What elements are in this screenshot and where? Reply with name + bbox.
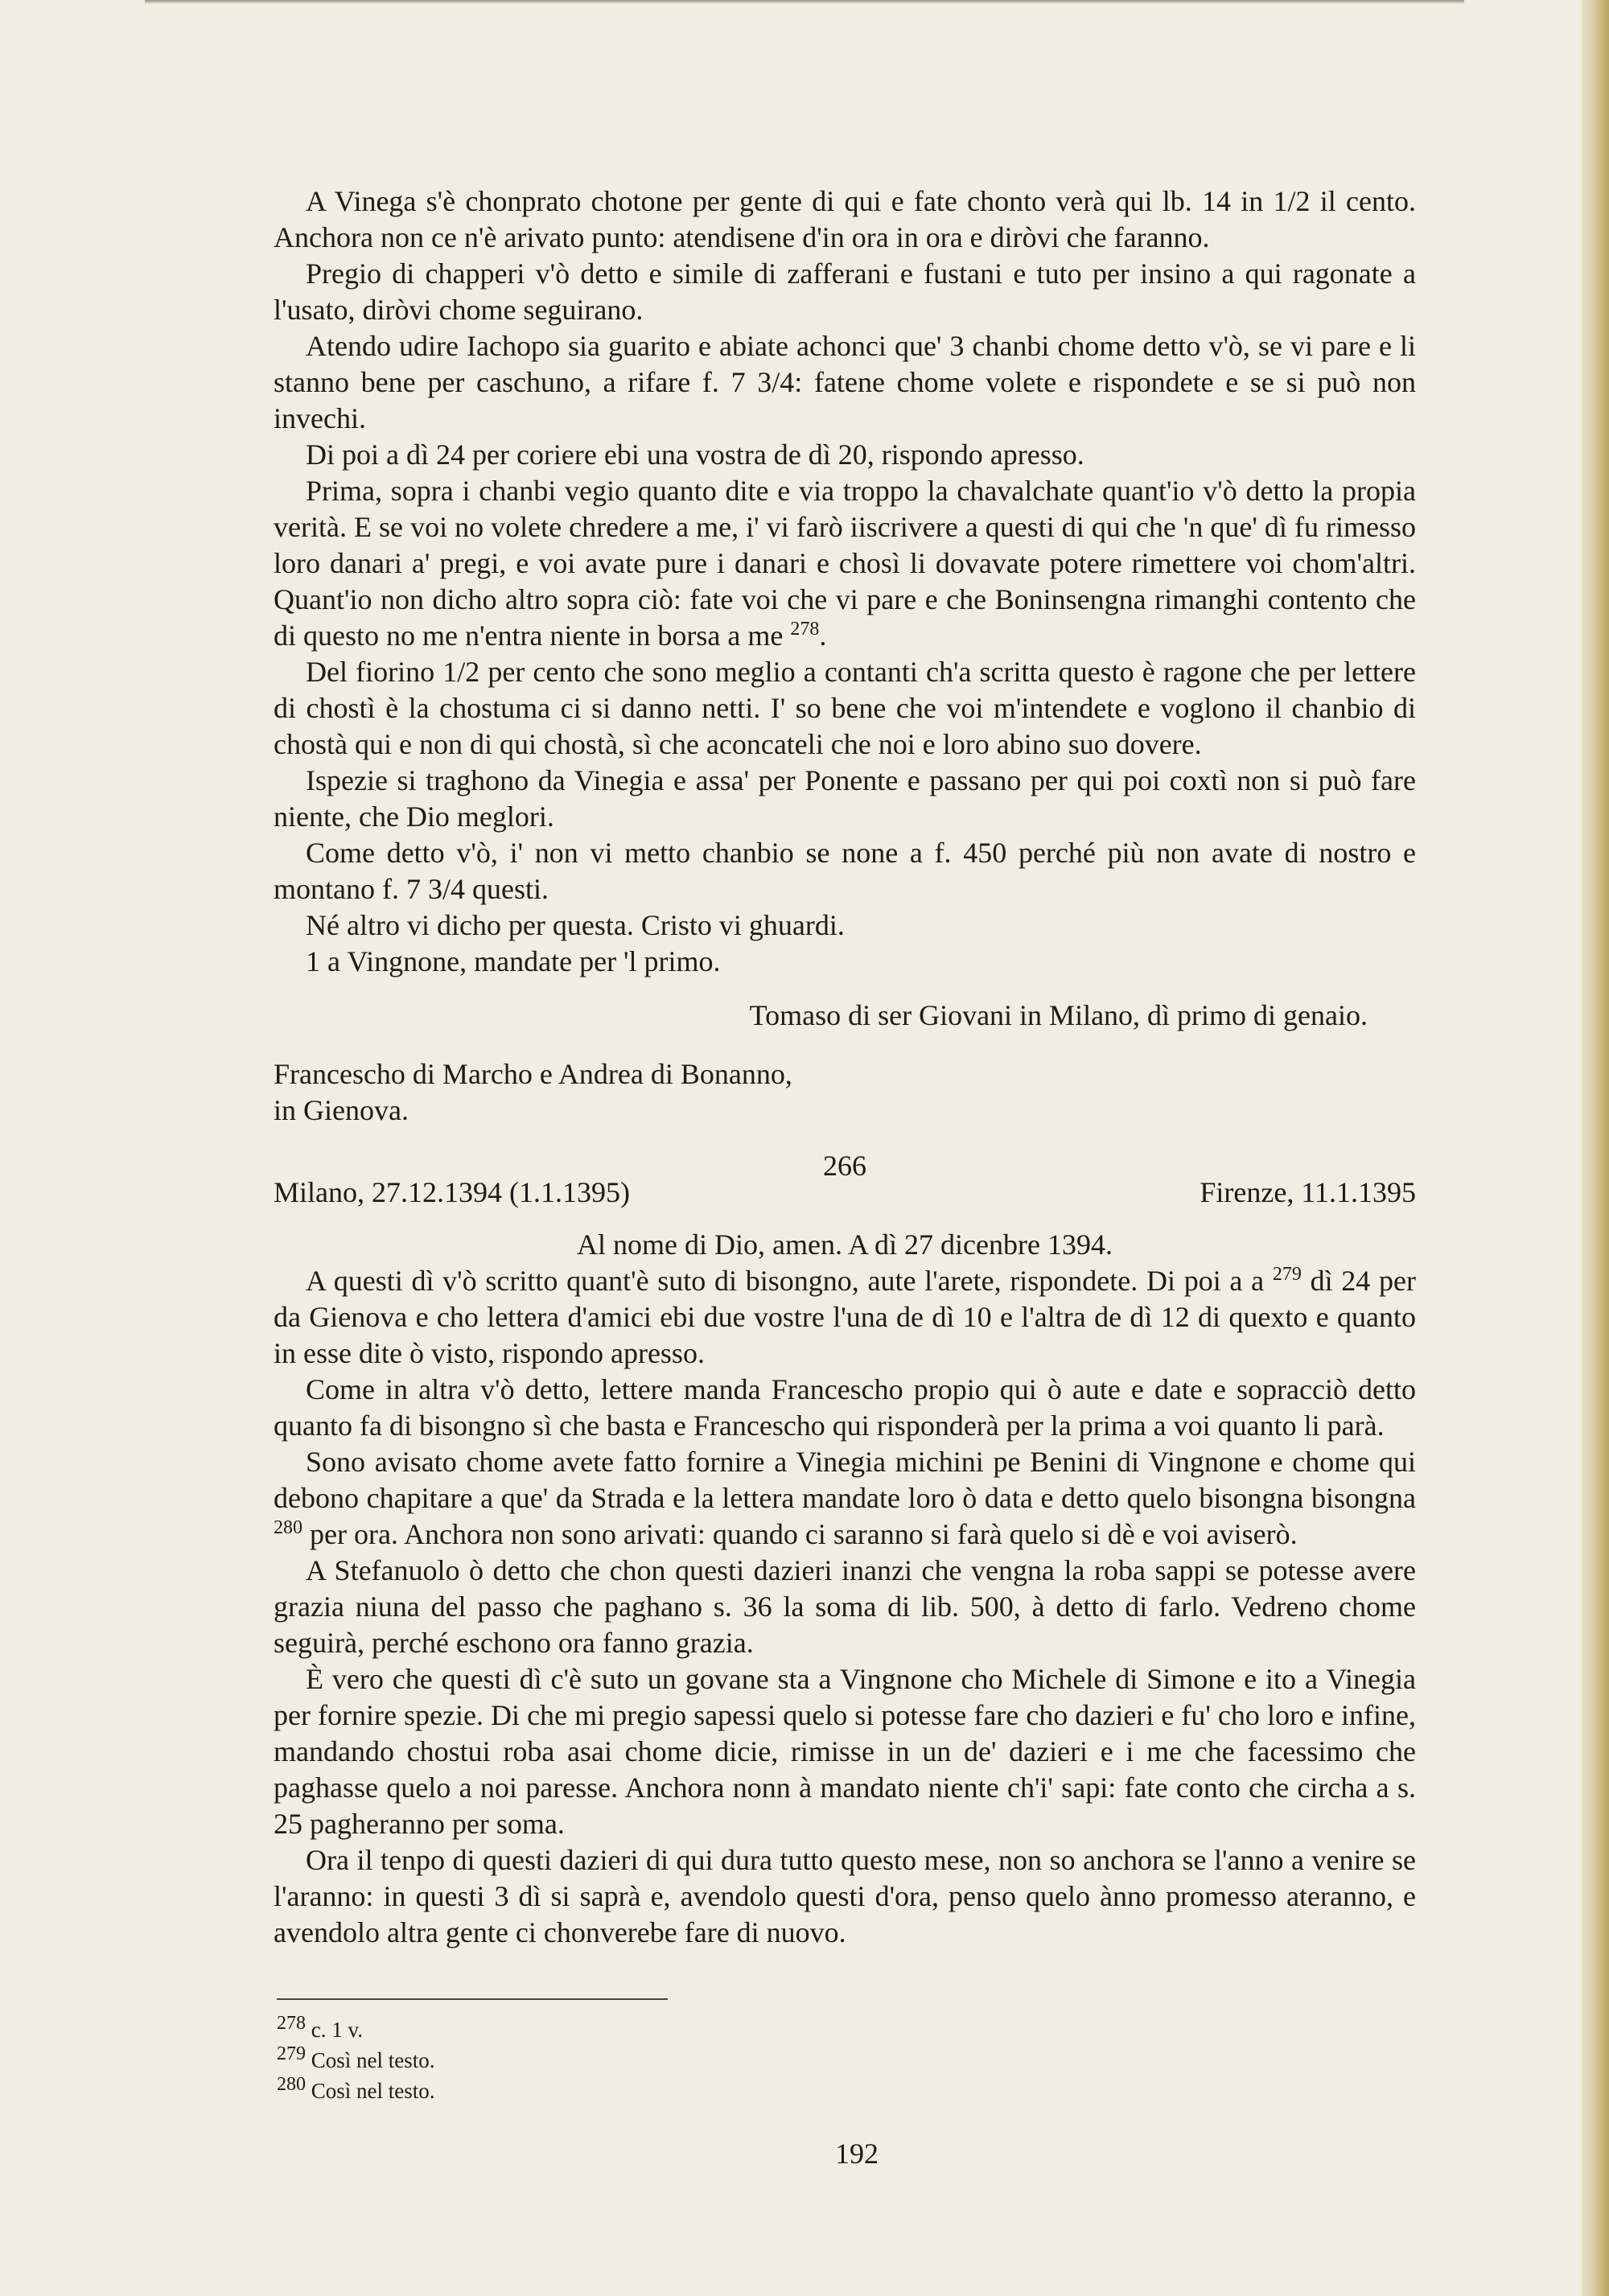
letter-origin: Milano, 27.12.1394 (1.1.1395) <box>274 1176 630 1208</box>
footnote <box>277 2076 759 2106</box>
footnote-text: c. 1 v. <box>306 2018 363 2042</box>
paragraph-text: per ora. Anchora non sono arivati: quando ci saranno si farà quelo si dè e voi aviserò. <box>302 1518 1298 1550</box>
paragraph-end: . <box>819 619 827 652</box>
paragraph: Né altro vi dicho per questa. Cristo vi ghuardi. <box>306 909 845 941</box>
footnote-number: 278 <box>277 2013 306 2034</box>
address-line: in Gienova. <box>274 1094 409 1126</box>
paragraph-text: A questi dì v'ò scritto quant'è suto di bisongno, aute l'arete, rispondete. Di poi a a <box>306 1265 1265 1297</box>
footnote-ref: 279 <box>1272 1264 1302 1285</box>
paragraph: Come detto v'ò, i' non vi metto chanbio se none a f. 450 perché più non avate di nostro e montano f. 7 3/4 questi. <box>274 837 1416 905</box>
address <box>274 1056 1416 1129</box>
paragraph: A Vinega s'è chonprato chotone per gente di qui e fate chonto verà qui lb. 14 in 1/2 il cento. Anchora non ce n'è arivato punto: atendisene d'in ora in ora e diròvi che faranno. <box>274 185 1416 253</box>
paragraph-text: dì 24 per da Gienova e cho lettera d'amici ebi due vostre l'una de dì 10 e l'altra de dì 12 di quexto e quanto in esse dite ò visto, rispondo apresso. <box>274 1265 1417 1369</box>
main-text <box>274 183 1416 1951</box>
paragraph: Come in altra v'ò detto, lettere manda Francescho propio qui ò aute e date e sopracciò detto quanto fa di bisongno sì che basta e Francescho qui risponderà per la prima a voi quanto li parà. <box>274 1373 1416 1442</box>
signature: Tomaso di ser Giovani in Milano, dì primo di genaio. <box>749 999 1368 1031</box>
paragraph: Del fiorino 1/2 per cento che sono meglio a contanti ch'a scritta questo è ragone che per lettere di chostì è la chostuma ci si danno netti. I' so bene che voi m'intendete e voglono il chanbio di chostà qui e non di qui chostà, sì che aconcateli che noi e loro abino suo dovere. <box>274 656 1416 760</box>
paragraph-text: Prima, sopra i chanbi vegio quanto dite e via troppo la chavalchate quant'io v'ò detto la propia verità. E se voi no volete chredere a me, i' vi farò iiscrivere a questi di qui che 'n que' dì fu rimesso loro danari a' pregi, e voi avate pure i danari e chosì li dovavate potere rimettere voi chom'altri. Quant'io non dicho altro sopra ciò: fate voi che vi pare e che Boninsengna rimanghi contento che di questo no me n'entra niente in borsa a me <box>274 475 1416 652</box>
letter-number: 266 <box>823 1150 866 1182</box>
paragraph: Atendo udire Iachopo sia guarito e abiate achonci que' 3 chanbi chome detto v'ò, se vi pare e li stanno bene per caschuno, a rifare f. 7 3/4: fatene chome volete e rispondete e se si può non invechi. <box>274 330 1416 434</box>
paragraph: Ispezie si traghono da Vinegia e assa' per Ponente e passano per qui poi coxtì non si può fare niente, che Dio meglori. <box>274 764 1416 833</box>
paragraph: Di poi a dì 24 per coriere ebi una vostra de dì 20, rispondo apresso. <box>306 438 1084 471</box>
footnote-rule <box>277 1998 668 2000</box>
footnote <box>277 2014 759 2045</box>
footnote-ref: 278 <box>790 619 820 640</box>
paragraph: A Stefanuolo ò detto che chon questi dazieri inanzi che vengna la roba sappi se potesse avere grazia niuna del passo che paghano s. 36 la soma di lib. 500, à detto di farlo. Vedreno chome seguirà, perché eschono ora fanno grazia. <box>274 1554 1416 1659</box>
paragraph-with-note <box>274 1263 1416 1372</box>
paragraph-with-note <box>274 473 1416 654</box>
paragraph: 1 a Vingnone, mandate per 'l primo. <box>306 945 721 977</box>
paragraph: È vero che questi dì c'è suto un govane sta a Vingnone cho Michele di Simone e ito a Vinegia per fornire spezie. Di che mi pregio sapessi quelo si potesse fare cho dazieri e fu' cho loro e infine, mandando chostui roba asai chome dicie, rimisse in un de' dazieri e i me che facessimo che paghasse quelo a noi paresse. Anchora nonn à mandato niente ch'i' sapi: fate conto che circha a s. 25 pagheranno per soma. <box>274 1663 1416 1840</box>
footnote-ref: 280 <box>274 1517 302 1538</box>
paragraph: Ora il tenpo di questi dazieri di qui dura tutto questo mese, non so anchora se l'anno a venire se l'aranno: in questi 3 dì si saprà e, avendolo questi d'ora, penso quelo ànno promesso ateranno, e avendolo altra gente ci chonverebe fare di nuovo. <box>274 1844 1416 1948</box>
page-edge <box>1582 0 1609 2296</box>
footnote-number: 279 <box>277 2043 306 2064</box>
footnote-text: Così nel testo. <box>306 2079 435 2103</box>
footnotes <box>277 1998 759 2106</box>
top-shadow-line <box>145 0 1464 4</box>
page-number: 192 <box>835 2138 879 2170</box>
paragraph-with-note <box>274 1444 1416 1553</box>
paragraph-text: Sono avisato chome avete fatto fornire a Vinegia michini pe Benini di Vingnone e chome qui debono chapitare a que' da Strada e la lettera mandate loro ò data e detto quelo bisongna bisongna <box>274 1446 1416 1514</box>
address-line: Francescho di Marcho e Andrea di Bonanno, <box>274 1058 792 1090</box>
footnote-text: Così nel testo. <box>306 2048 435 2072</box>
paragraph: Pregio di chapperi v'ò detto e simile di zafferani e fustani e tuto per insino a qui ragonate a l'usato, diròvi chome seguirano. <box>274 257 1416 326</box>
footnote-number: 280 <box>277 2074 306 2095</box>
footnote <box>277 2045 759 2076</box>
letter-destination: Firenze, 11.1.1395 <box>1200 1176 1416 1208</box>
letter-opening: Al nome di Dio, amen. A dì 27 dicenbre 1394. <box>577 1228 1113 1261</box>
